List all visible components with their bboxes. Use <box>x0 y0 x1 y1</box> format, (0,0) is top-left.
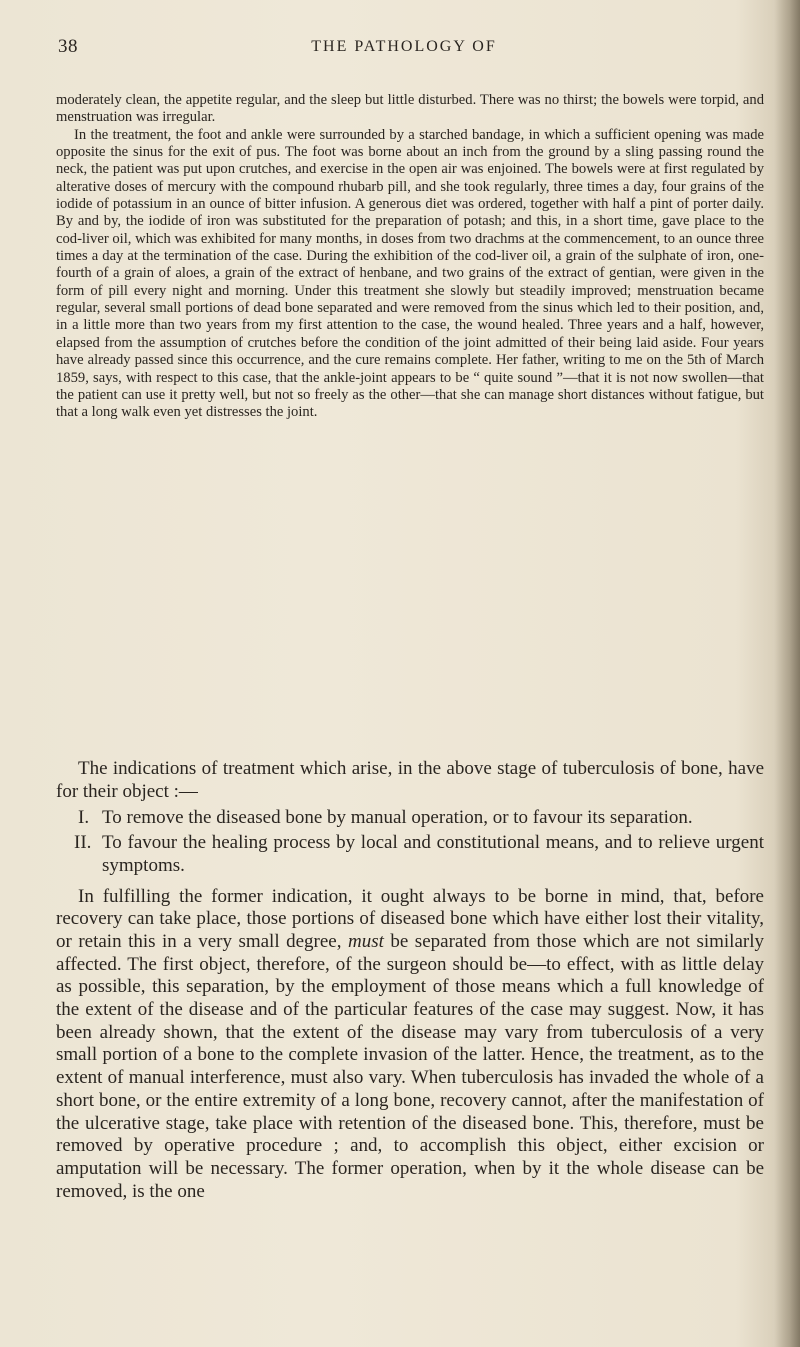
text-run: be separated from those which are not similarly affected. The first object, therefore, of the surgeon should be—to effect, with as little delay as possible, this separation, by the employment of those means which a full knowledge of the extent of the disease and of the particular features of the case may suggest. Now, it has been already shown, that the extent of the disease may vary from tuberculosis of a very small portion of a bone to the complete invasion of the latter. Hence, the treatment, as to the extent of manual interference, must also vary. When tuberculosis has invaded the whole of a short bone, or the entire extremity of a long bone, recovery cannot, after the manifestation of the ulcerative stage, take place with retention of the diseased bone. This, therefore, must be removed by operative procedure ; and, to accomplish this object, either excision or amputation will be necessary. The former operation, when by it the whole disease can be removed, is the one <box>56 930 764 1202</box>
list-numeral: II. <box>74 832 92 854</box>
indications-list <box>56 807 764 877</box>
list-item <box>56 807 764 830</box>
main-text <box>56 758 764 1203</box>
indications-intro: The indications of treatment which arise, in the above stage of tuberculosis of bone, have for their object :— <box>56 758 764 802</box>
running-head: THE PATHOLOGY OF <box>311 38 497 55</box>
emphasis-must: must <box>347 930 384 952</box>
list-item-text: To favour the healing process by local and constitutional means, and to relieve urgent symptoms. <box>102 832 764 876</box>
paragraph: moderately clean, the appetite regular, and the sleep but little disturbed. There was no thirst; the bowels were torpid, and menstruation was irregular. <box>56 92 764 126</box>
case-report-text <box>56 92 764 422</box>
list-numeral: I. <box>78 807 90 829</box>
closing-paragraph <box>56 886 764 1204</box>
list-item <box>56 832 764 877</box>
text-run: In fulfilling the former indication, it ought always to be borne in mind, that, before recovery can take place, those portions of diseased bone which have either lost their vitality, or retain this in a very small degree, <box>56 885 764 952</box>
page-edge-shadow <box>774 0 800 1347</box>
page-number: 38 <box>58 36 78 57</box>
list-item-text: To remove the diseased bone by manual operation, or to favour its separation. <box>102 807 693 829</box>
page-header <box>48 36 760 66</box>
paragraph: In the treatment, the foot and ankle were surrounded by a starched bandage, in which a sufficient opening was made opposite the sinus for the exit of pus. The foot was borne about an inch from the ground by a sling passing round the neck, the patient was put upon crutches, and exercise in the open air was enjoined. The bowels were at first regulated by alterative doses of mercury with the compound rhubarb pill, and she took regularly, three times a day, four grains of the iodide of potassium in an ounce of bitter infusion. A generous diet was ordered, together with half a pint of porter daily. By and by, the iodide of iron was substituted for the preparation of potash; and this, in a short time, gave place to the cod-liver oil, which was exhibited for many months, in doses from two drachms at the commencement, to an ounce three times a day at the termination of the case. During the exhibition of the cod-liver oil, a grain of the sulphate of iron, one-fourth of a grain of aloes, a grain of the extract of henbane, and two grains of the extract of gentian, were given in the form of pill every night and morning. Under this treatment she slowly but steadily improved; menstruation became regular, several small portions of dead bone separated and were removed from the sinus which led to their position, and, in a little more than two years from my first attention to the case, the wound healed. Three years and a half, however, elapsed from the assumption of crutches before the condition of the joint admitted of their being laid aside. Four years have already passed since this occurrence, and the cure remains complete. Her father, writing to me on the 5th of March 1859, says, with respect to this case, that the ankle-joint appears to be “ quite sound ”—that it is not now swollen—that the patient can use it pretty well, but not so freely as the other—that she can manage short distances without fatigue, but that a long walk even yet distresses the joint. <box>56 126 764 421</box>
